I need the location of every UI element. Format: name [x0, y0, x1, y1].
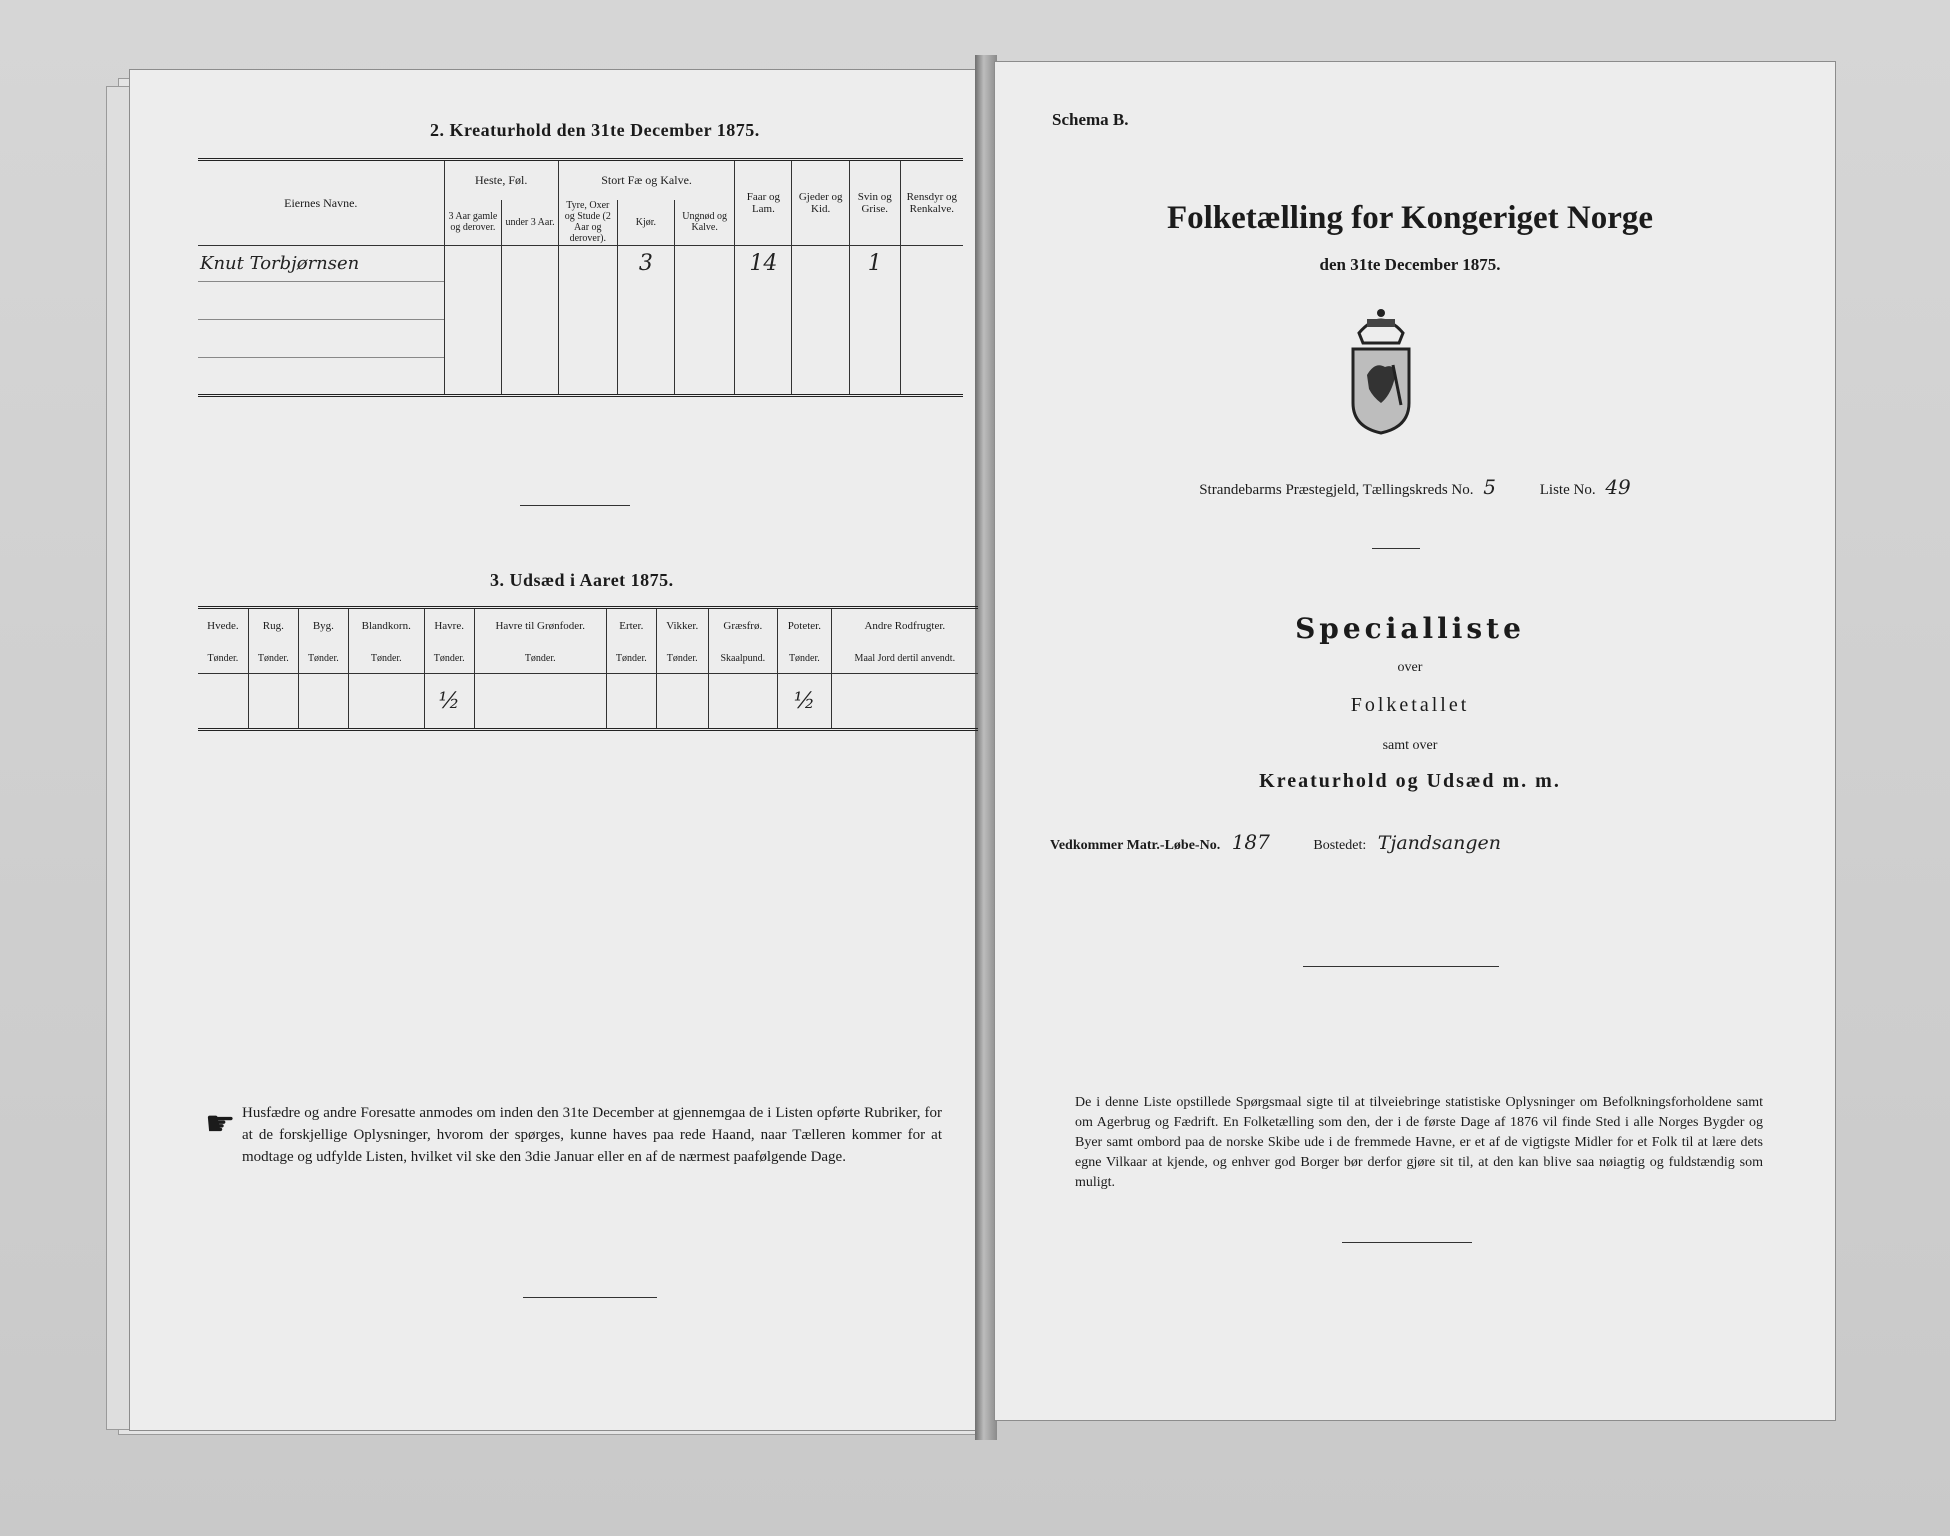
goats-value [792, 246, 849, 282]
samt-over-text: samt over [1382, 738, 1438, 753]
seed-value [656, 674, 708, 730]
seed-col-header: Havre til Grønfoder. [474, 608, 606, 644]
kreaturhold-text: Kreaturhold og Udsæd m. m. [1259, 770, 1561, 792]
owner-name: Knut Torbjørnsen [198, 246, 444, 282]
bosted-value: Tjandsangen [1377, 832, 1502, 854]
matr-label: Vedkommer Matr.-Løbe-No. [1050, 838, 1221, 853]
seed-unit: Tønder. [606, 644, 656, 674]
sheep-value: 14 [735, 246, 792, 282]
separator-rule [523, 1297, 657, 1298]
bosted-label: Bostedet: [1313, 838, 1367, 853]
separator-rule [520, 505, 630, 506]
census-note: De i denne Liste opstillede Spørgsmaal sigte til at tilveiebringe statistiske Oplysninger om Befolkningsforholdene samt om Agerbrug og Fædrift. En Folketælling som den, der i de første Dage af 1876 vil finde Sted i alle Norges Bygder og Byer samt ombord paa de norske Skibe ude i de fremmede Havne, er et af de vigtigste Midler for et Folk til at lære dets egne Vilkaar at kjende, og enhver god Borger bør derfor gjøre sit til, at den kan blive saa nøiagtig og fuldstændig som muligt. [1075, 1095, 1763, 1190]
seed-value: ½ [778, 674, 832, 730]
seed-unit: Tønder. [778, 644, 832, 674]
seed-col-header: Vikker. [656, 608, 708, 644]
seed-value [474, 674, 606, 730]
cattle-bulls-value [558, 246, 617, 282]
parish-line [1040, 475, 1790, 499]
over-text: over [1397, 660, 1423, 675]
reindeer-value [900, 246, 963, 282]
household-notice: Husfædre og andre Foresatte anmodes om inden den 31te December at gjennemgaa de i Listen opførte Rubriker, for at de forskjellige Oplysninger, hvorom der spørges, kunne haves paa rede Haand, naar Tælleren kommer for at modtage og udfylde Listen, hvilket vil ske den 3die Januar eller en af de nærmest paafølgende Dage. [242, 1105, 942, 1165]
schema-label: Schema B. [1052, 110, 1129, 129]
cattle-header: Stort Fæ og Kalve. [558, 160, 734, 200]
seed-value [831, 674, 978, 730]
liste-number: 49 [1605, 475, 1631, 499]
matr-line [1050, 830, 1770, 854]
seed-unit: Skaalpund. [708, 644, 777, 674]
goats-header: Gjeder og Kid. [792, 160, 849, 246]
parish-label: Strandebarms Præstegjeld, Tællingskreds No. [1199, 482, 1474, 498]
seed-col-header: Blandkorn. [348, 608, 424, 644]
seed-unit: Tønder. [298, 644, 348, 674]
seed-table [198, 606, 978, 731]
table-row [198, 674, 978, 730]
livestock-title: 2. Kreaturhold den 31te December 1875. [430, 120, 760, 140]
owner-header: Eiernes Navne. [198, 160, 444, 246]
seed-value [198, 674, 248, 730]
seed-col-header: Hvede. [198, 608, 248, 644]
seed-col-header: Byg. [298, 608, 348, 644]
kreds-number: 5 [1483, 475, 1496, 499]
seed-unit: Tønder. [198, 644, 248, 674]
census-title: Folketælling for Kongeriget Norge [1166, 200, 1654, 236]
seed-col-header: Græsfrø. [708, 608, 777, 644]
cattle-calves-value [675, 246, 735, 282]
cattle-cows-value: 3 [617, 246, 674, 282]
seed-value: ½ [424, 674, 474, 730]
seed-unit: Tønder. [348, 644, 424, 674]
seed-value [708, 674, 777, 730]
livestock-table [198, 158, 963, 397]
pointing-hand-icon: ☛ [205, 1106, 236, 1143]
seed-value [248, 674, 298, 730]
census-date: den 31te December 1875. [1319, 255, 1501, 274]
reindeer-header: Rensdyr og Renkalve. [900, 160, 963, 246]
specialliste-heading: Specialliste [1295, 612, 1525, 645]
matr-number: 187 [1231, 830, 1270, 854]
horses-young-value [502, 246, 559, 282]
seed-unit: Tønder. [656, 644, 708, 674]
folketallet-text: Folketallet [1350, 694, 1470, 716]
table-row [198, 358, 963, 396]
seed-unit: Tønder. [424, 644, 474, 674]
book-spine [975, 55, 997, 1440]
table-row [198, 246, 963, 282]
cattle-cows-header: Kjør. [617, 200, 674, 246]
horses-header: Heste, Føl. [444, 160, 558, 200]
seed-col-header: Poteter. [778, 608, 832, 644]
horses-adult-header: 3 Aar gamle og derover. [444, 200, 502, 246]
sheep-header: Faar og Lam. [735, 160, 792, 246]
seed-col-header: Havre. [424, 608, 474, 644]
seed-col-header: Rug. [248, 608, 298, 644]
seed-value [348, 674, 424, 730]
cattle-calves-header: Ungnød og Kalve. [675, 200, 735, 246]
pigs-header: Svin og Grise. [849, 160, 900, 246]
table-row [198, 320, 963, 358]
horses-young-header: under 3 Aar. [502, 200, 559, 246]
seed-unit: Tønder. [474, 644, 606, 674]
seed-title: 3. Udsæd i Aaret 1875. [490, 570, 674, 590]
seed-col-header: Andre Rodfrugter. [831, 608, 978, 644]
seed-unit: Maal Jord dertil anvendt. [831, 644, 978, 674]
separator-rule [1303, 966, 1499, 967]
seed-col-header: Erter. [606, 608, 656, 644]
seed-value [298, 674, 348, 730]
separator-rule [1342, 1242, 1472, 1243]
cattle-bulls-header: Tyre, Oxer og Stude (2 Aar og derover). [558, 200, 617, 246]
horses-adult-value [444, 246, 502, 282]
separator-rule [1372, 548, 1420, 549]
pigs-value: 1 [849, 246, 900, 282]
seed-value [606, 674, 656, 730]
table-row [198, 282, 963, 320]
liste-label: Liste No. [1539, 482, 1596, 498]
seed-unit: Tønder. [248, 644, 298, 674]
coat-of-arms-icon [1345, 305, 1417, 435]
